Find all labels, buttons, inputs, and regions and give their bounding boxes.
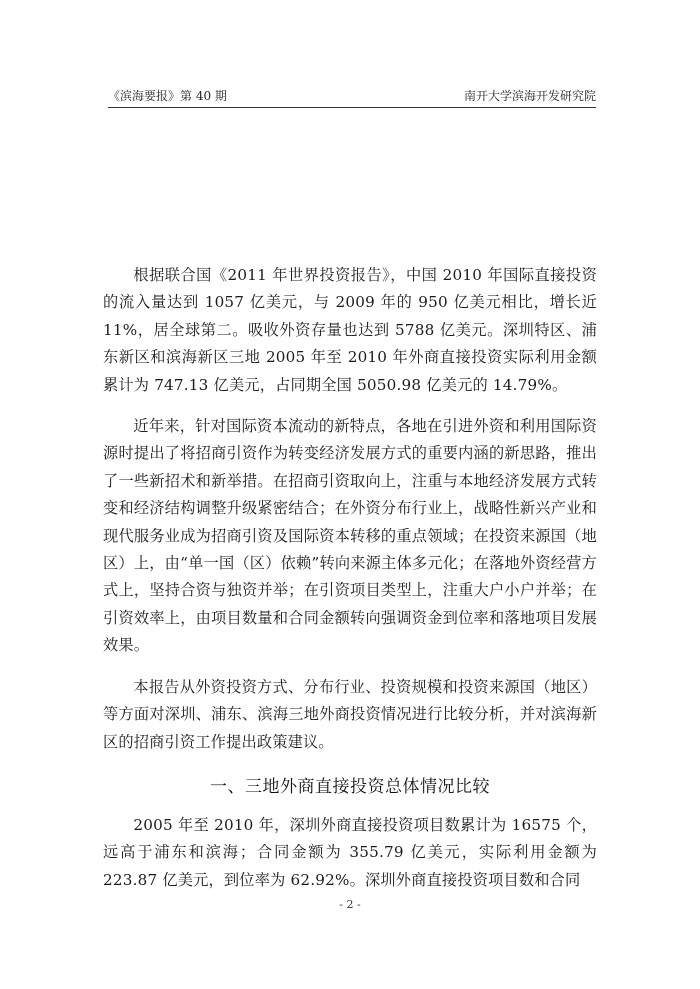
document-body xyxy=(103,262,597,908)
section-title: 一、三地外商直接投资总体情况比较 xyxy=(210,776,490,797)
paragraph-report-scope: 本报告从外资投资方式、分布行业、投资规模和投资来源国（地区）等方面对深圳、浦东、滨海三地外商投资情况进行比较分析，并对滨海新区的招商引资工作提出政策建议。 xyxy=(103,677,597,751)
paragraph-section-one: 2005 年至 2010 年，深圳外商直接投资项目数累计为 16575 个，远高于浦东和滨海；合同金额为 355.79 亿美元，实际利用金额为 223.87 亿美元，到位率为 62.92%。深圳外商直接投资项目数和合同 xyxy=(103,815,597,889)
journal-issue-label: 《滨海要报》第 40 期 xyxy=(108,89,227,103)
paragraph-new-trends: 近年来，针对国际资本流动的新特点，各地在引进外资和利用国际资源时提出了将招商引资作为转变经济发展方式的重要内涵的新思路，推出了一些新招术和新举措。在招商引资取向上，注重与本地经济发展方式转变和经济结构调整升级紧密结合；在外资分布行业上，战略性新兴产业和现代服务业成为招商引资及国际资本转移的重点领域；在投资来源国（地区）上，由“单一国（区）依赖”转向来源主体多元化；在落地外资经营方式上，坚持合资与独资并举；在引资项目类型上，注重大户小户并举；在引资效率上，由项目数量和合同金额转向强调资金到位率和落地项目发展效果。 xyxy=(103,417,597,655)
running-header xyxy=(108,87,596,108)
institute-name-label: 南开大学滨海开发研究院 xyxy=(463,89,596,103)
paragraph-intro: 根据联合国《2011 年世界投资报告》，中国 2010 年国际直接投资的流入量达到 1057 亿美元，与 2009 年的 950 亿美元相比，增长近 11%，居全球第二。吸收外资存量也达到 5788 亿美元。深圳特区、浦东新区和滨海新区三地 2005 年至 2010 年外商直接投资实际利用金额累计为 747.13 亿美元，占同期全国 5050.98 亿美元的 14.79%。 xyxy=(103,266,597,394)
page-number: - 2 - xyxy=(339,898,361,911)
